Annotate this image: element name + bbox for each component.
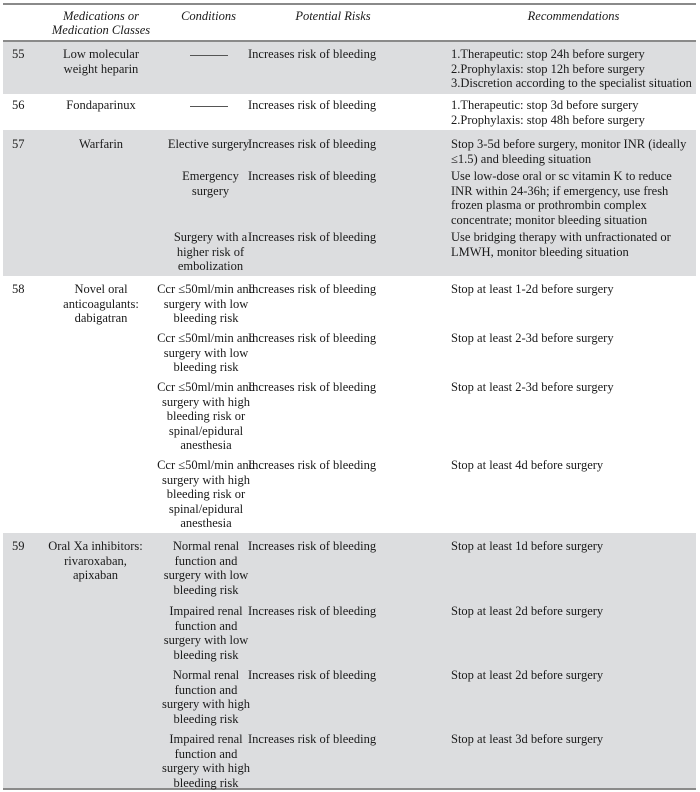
condition: Emergency surgery bbox=[182, 169, 239, 198]
condition-none bbox=[156, 47, 261, 62]
condition-none bbox=[156, 98, 261, 113]
table-header bbox=[3, 5, 696, 42]
row-number: 58 bbox=[12, 282, 25, 296]
medication-table bbox=[3, 3, 696, 790]
em-dash bbox=[190, 55, 228, 56]
risk-text: Increases risk of bleeding bbox=[248, 98, 377, 112]
table-row-58 bbox=[3, 276, 696, 533]
recommendation-line: 1.Therapeutic: stop 24h before surgery bbox=[451, 47, 645, 61]
medication-name: Novel oral anticoagulants: dabigatran bbox=[63, 282, 139, 326]
row-number: 56 bbox=[12, 98, 25, 112]
recommendation: Stop 3-5d before surgery, monitor INR (ideally ≤1.5) and bleeding situation bbox=[451, 137, 687, 166]
recommendation bbox=[451, 47, 696, 91]
recommendation: Use bridging therapy with unfractionated or LMWH, monitor bleeding situation bbox=[451, 230, 671, 259]
recommendation: Stop at least 4d before surgery bbox=[451, 458, 604, 472]
table-row-55 bbox=[3, 42, 696, 94]
row-number: 59 bbox=[12, 539, 25, 553]
medication-name: Oral Xa inhibitors: rivaroxaban, apixaban bbox=[48, 539, 143, 583]
recommendation: Stop at least 2d before surgery bbox=[451, 668, 604, 682]
recommendation: Stop at least 2-3d before surgery bbox=[451, 380, 614, 394]
risk-text: Increases risk of bleeding bbox=[248, 230, 377, 244]
risk-text: Increases risk of bleeding bbox=[248, 604, 377, 618]
condition: Surgery with a higher risk of embolization bbox=[173, 230, 248, 274]
risk-text: Increases risk of bleeding bbox=[248, 732, 377, 746]
condition: Normal renal function and surgery with high bleeding risk bbox=[162, 668, 250, 726]
recommendation: Stop at least 1d before surgery bbox=[451, 539, 604, 553]
recommendation: Stop at least 2-3d before surgery bbox=[451, 331, 614, 345]
header-recommendations: Recommendations bbox=[527, 9, 620, 23]
risk-text: Increases risk of bleeding bbox=[248, 458, 377, 472]
table-row-57 bbox=[3, 130, 696, 276]
risk-text: Increases risk of bleeding bbox=[248, 539, 377, 553]
row-number: 57 bbox=[12, 137, 25, 151]
medication-name: Warfarin bbox=[78, 137, 124, 151]
recommendation: Stop at least 1-2d before surgery bbox=[451, 282, 614, 296]
table-row-56 bbox=[3, 94, 696, 130]
condition: Impaired renal function and surgery with low bleeding risk bbox=[163, 604, 249, 662]
header-medication: Medications or Medication Classes bbox=[51, 9, 151, 37]
table-row-59 bbox=[3, 533, 696, 788]
medication-name: Fondaparinux bbox=[66, 98, 136, 112]
header-conditions: Conditions bbox=[181, 9, 236, 23]
medication-name: Low molecular weight heparin bbox=[62, 47, 139, 76]
risk-text: Increases risk of bleeding bbox=[248, 137, 377, 151]
risk-text: Increases risk of bleeding bbox=[248, 668, 377, 682]
condition: Ccr ≤50ml/min and surgery with low bleeding risk bbox=[157, 282, 255, 326]
condition: Impaired renal function and surgery with high bleeding risk bbox=[162, 732, 250, 790]
risk-text: Increases risk of bleeding bbox=[248, 380, 377, 394]
risk-text: Increases risk of bleeding bbox=[248, 282, 377, 296]
condition: Ccr ≤50ml/min and surgery with high bleeding risk or spinal/epidural anesthesia bbox=[157, 458, 255, 531]
condition: Ccr ≤50ml/min and surgery with low bleeding risk bbox=[157, 331, 255, 375]
risk-text: Increases risk of bleeding bbox=[248, 169, 377, 183]
recommendation-line: 2.Prophylaxis: stop 12h before surgery bbox=[451, 61, 645, 76]
recommendation-line: 3.Discretion according to the specialist situation bbox=[451, 76, 692, 91]
row-number: 55 bbox=[12, 47, 25, 61]
em-dash bbox=[190, 106, 228, 107]
recommendation-line: 2.Prophylaxis: stop 48h before surgery bbox=[451, 112, 645, 127]
risk-text: Increases risk of bleeding bbox=[248, 331, 377, 345]
condition: Ccr ≤50ml/min and surgery with high bleeding risk or spinal/epidural anesthesia bbox=[157, 380, 255, 453]
header-risks: Potential Risks bbox=[295, 9, 371, 23]
recommendation-line: 1.Therapeutic: stop 3d before surgery bbox=[451, 98, 639, 112]
risk-text: Increases risk of bleeding bbox=[248, 47, 377, 61]
condition: Normal renal function and surgery with low bleeding risk bbox=[163, 539, 249, 597]
recommendation: Stop at least 2d before surgery bbox=[451, 604, 604, 618]
recommendation bbox=[451, 98, 696, 127]
recommendation: Use low-dose oral or sc vitamin K to reduce INR within 24-36h; if emergency, use fresh frozen plasma or prothrombin complex concentrate; monitor bleeding situation bbox=[451, 169, 672, 227]
condition: Elective surgery bbox=[167, 137, 250, 151]
recommendation: Stop at least 3d before surgery bbox=[451, 732, 604, 746]
